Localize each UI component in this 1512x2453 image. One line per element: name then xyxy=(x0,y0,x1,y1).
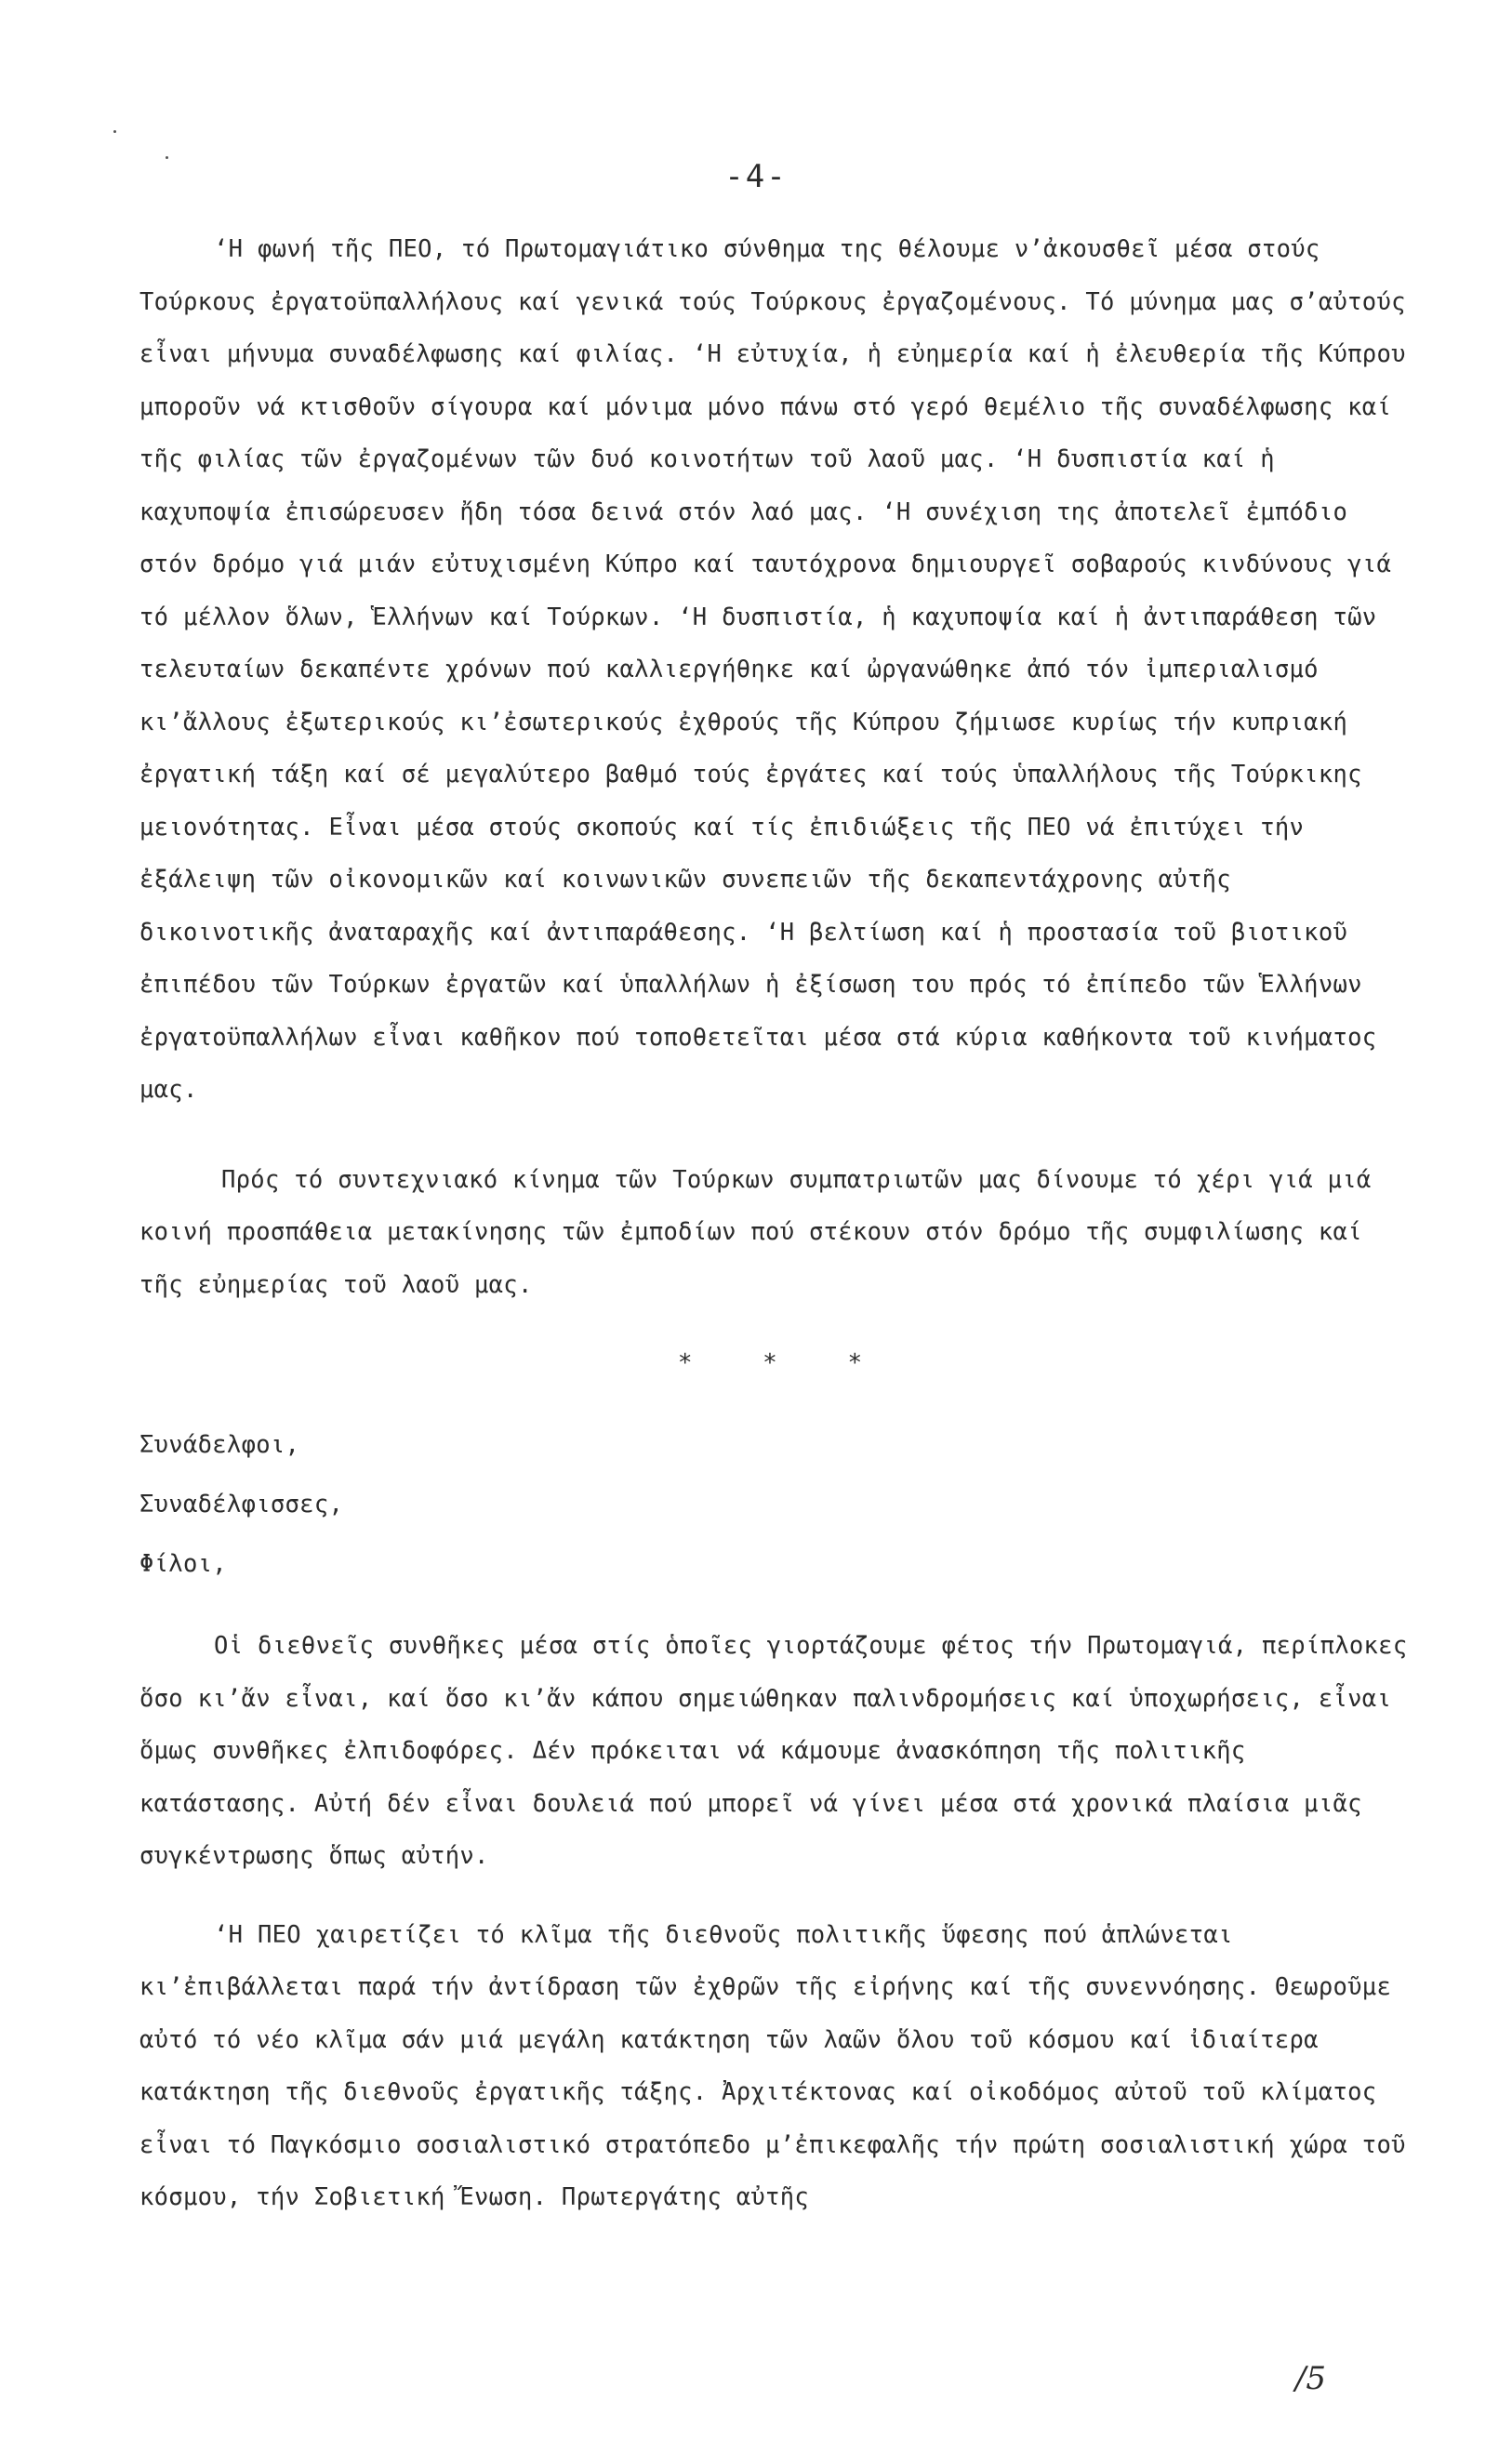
paragraph-peo-turkish-workers: ‘Η φωνή τῆς ΠΕΟ, τό Πρωτομαγιάτικο σύνθημα της θέλουμε ν’ἀκουσθεῖ μέσα στούς Τούρκους ἐργατοϋπαλλήλους καί γενικά τούς Τούρκους ἐργαζομένους. Τό μύνημα μας σ’αὐτούς εἶναι μήνυμα συναδέλφωσης καί φιλίας. ‘Η εὐτυχία, ἡ εὐημερία καί ἡ ἐλευθερία τῆς Κύπρου μποροῦν νά κτισθοῦν σίγουρα καί μόνιμα μόνο πάνω στό γερό θεμέλιο τῆς συναδέλφωσης καί τῆς φιλίας τῶν ἐργαζομένων τῶν δυό κοινοτήτων τοῦ λαοῦ μας. ‘Η δυσπιστία καί ἡ καχυποψία ἐπισώρευσεν ἤδη τόσα δεινά στόν λαό μας. ‘Η συνέχιση της ἀποτελεῖ ἐμπόδιο στόν δρόμο γιά μιάν εὐτυχισμένη Κύπρο καί ταυτόχρονα δημιουργεῖ σοβαρούς κινδύνους γιά τό μέλλον ὅλων, Ἑλλήνων καί Τούρκων. ‘Η δυσπιστία, ἡ καχυποψία καί ἡ ἀντιπαράθεση τῶν τελευταίων δεκαπέντε χρόνων πού καλλιεργήθηκε καί ὠργανώθηκε ἀπό τόν ἰμπεριαλισμό κι’ἄλλους ἐξωτερικούς κι’ἐσωτερικούς ἐχθρούς τῆς Κύπρου ζήμιωσε κυρίως τήν κυπριακή ἐργατική τάξη καί σέ μεγαλύτερο βαθμό τούς ἐργάτες καί τούς ὑπαλλήλους τῆς Τούρκικης μειονότητας. Εἶναι μέσα στούς σκοπούς καί τίς ἐπιδιώξεις τῆς ΠΕΟ νά ἐπιτύχει τήν ἐξάλειψη τῶν οἰκονομικῶν καί κοινωνικῶν συνεπειῶν τῆς δεκαπεντάχρονης αὐτῆς δικοινοτικῆς ἀναταραχῆς καί ἀντιπαράθεσης. ‘Η βελτίωση καί ἡ προστασία τοῦ βιοτικοῦ ἐπιπέδου τῶν Τούρκων ἐργατῶν καί ὑπαλλήλων ἡ ἐξίσωση του πρός τό ἐπίπεδο τῶν Ἑλλήνων ἐργατοϋπαλλήλων εἶναι καθῆκον πού τοποθετεῖται μέσα στά κύρια καθήκοντα τοῦ κινήματος μας. xyxy=(139,235,1406,1104)
paragraph-detente: ‘Η ΠΕΟ χαιρετίζει τό κλῖμα τῆς διεθνοῦς πολιτικῆς ὕφεσης πού ἁπλώνεται κι’ἐπιβάλλεται παρά τήν ἀντίδραση τῶν ἐχθρῶν τῆς εἰρήνης καί τῆς συνεννόησης. Θεωροῦμε αὐτό τό νέο κλῖμα σάν μιά μεγάλη κατάκτηση τῶν λαῶν ὅλου τοῦ κόσμου καί ἰδιαίτερα κατάκτηση τῆς διεθνοῦς ἐργατικῆς τάξης. Ἀρχιτέκτονας καί οἰκοδόμος αὐτοῦ τοῦ κλίματος εἶναι τό Παγκόσμιο σοσιαλιστικό στρατόπεδο μ’ἐπικεφαλῆς τήν πρώτη σοσιαλιστική χώρα τοῦ κόσμου, τήν Σοβιετική Ἔνωση. Πρωτεργάτης αὐτῆς xyxy=(139,1920,1406,2211)
salutation-line: Φίλοι, xyxy=(139,1550,227,1578)
scan-speck xyxy=(113,130,116,133)
paragraph-international-conditions: Οἱ διεθνεῖς συνθῆκες μέσα στίς ὁποῖες γιορτάζουμε φέτος τήν Πρωτομαγιά, περίπλοκες ὅσο κι’ἄν εἶναι, καί ὅσο κι’ἄν κάπου σημειώθηκαν παλινδρομήσεις καί ὑποχωρήσεις, εἶναι ὅμως συνθῆκες ἐλπιδοφόρες. Δέν πρόκειται νά κάμουμε ἀνασκόπηση τῆς πολιτικῆς κατάστασης. Αὐτή δέν εἶναι δουλειά πού μπορεῖ νά γίνει μέσα στά χρονικά πλαίσια μιᾶς συγκέντρωσης ὅπως αὐτήν. xyxy=(139,1632,1408,1870)
page-number: -4- xyxy=(724,158,788,195)
salutation-line: Συναδέλφισσες, xyxy=(139,1491,344,1518)
section-separator: * * * xyxy=(677,1349,891,1377)
salutation-line: Συνάδελφοι, xyxy=(139,1431,300,1459)
salutation-block xyxy=(139,1415,1410,1594)
paragraph-trade-union-hand: Πρός τό συντεχνιακό κίνημα τῶν Τούρκων συμπατριωτῶν μας δίνουμε τό χέρι γιά μιά κοινή προσπάθεια μετακίνησης τῶν ἐμποδίων πού στέκουν στόν δρόμο τῆς συμφιλίωσης καί τῆς εὐημερίας τοῦ λαοῦ μας. xyxy=(139,1165,1372,1299)
document-body xyxy=(139,223,1410,2224)
continuation-mark: /5 xyxy=(1294,2360,1326,2397)
